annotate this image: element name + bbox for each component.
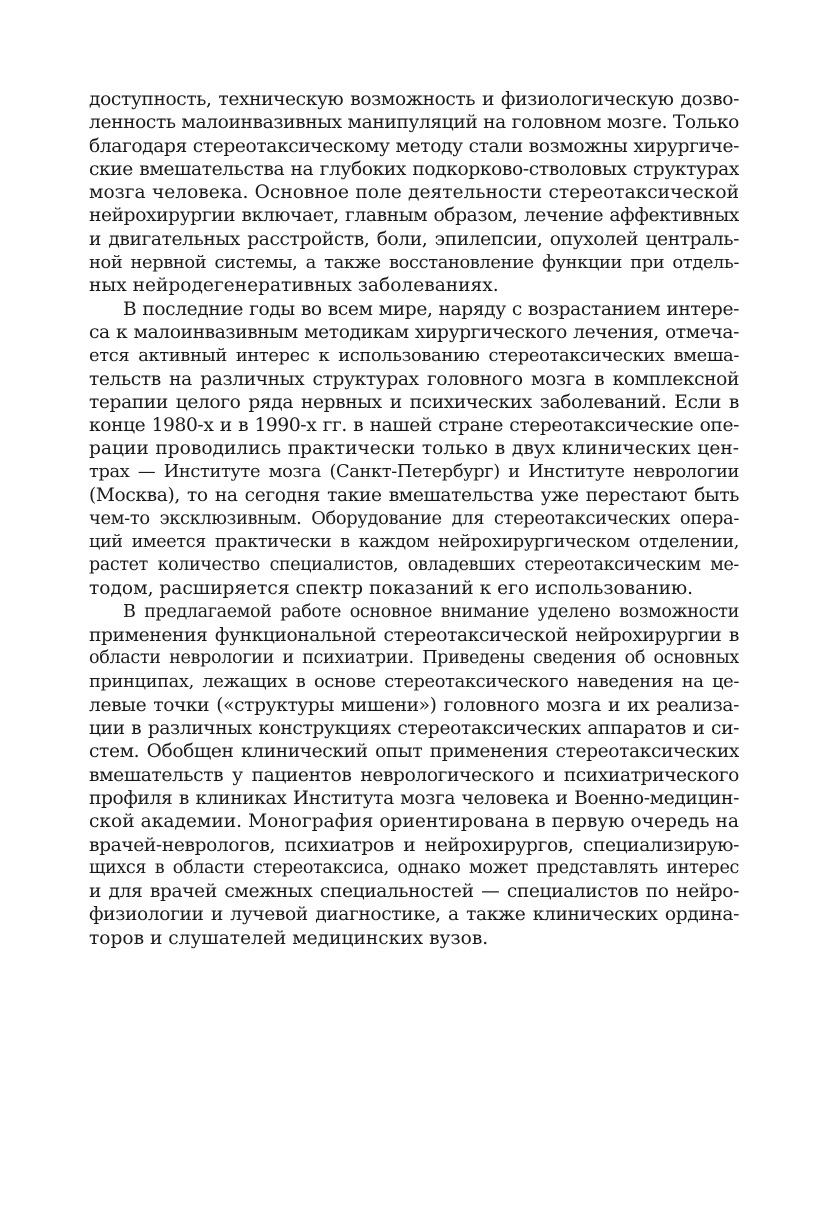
text-line: нейрохирургии включает, главным образом, лечение аффективных — [89, 205, 739, 227]
text-line: применения функциональной стереотаксической нейрохирургии в — [89, 624, 739, 646]
text-line: ские вмешательства на глубоких подкорково-стволовых структурах — [89, 158, 739, 180]
paragraph-1 — [89, 88, 739, 298]
text-line: (Москва), то на сегодня такие вмешательства уже перестают быть — [89, 485, 739, 507]
text-line: В предлагаемой работе основное внимание уделено возможности — [123, 601, 739, 622]
text-line: стем. Обобщен клинический опыт применения стереотаксических — [89, 741, 739, 763]
text-line: рации проводились практически только в двух клинических цен- — [89, 438, 739, 460]
text-line: ской академии. Монография ориентирована в первую очередь на — [89, 811, 739, 833]
text-line: врачей-неврологов, психиатров и нейрохирургов, специализирую- — [89, 834, 739, 856]
text-line: вмешательств у пациентов неврологического и психиатрического — [89, 764, 739, 786]
text-line: ций имеется практически в каждом нейрохирургическом отделении, — [89, 531, 739, 552]
paragraph-2 — [89, 298, 739, 601]
text-line: чем-то эксклюзивным. Оборудование для стереотаксических опера- — [89, 508, 739, 530]
text-line: ной нервной системы, а также восстановление функции при отдель- — [89, 252, 739, 274]
text-line: конце 1980-х и в 1990-х гг. в нашей стране стереотаксические опе- — [89, 415, 739, 437]
text-line: левые точки («структуры мишени») головного мозга и их реализа- — [89, 694, 739, 716]
document-page — [89, 88, 739, 950]
text-line: ется активный интерес к использованию стереотаксических вмеша- — [89, 345, 739, 367]
paragraph-3 — [89, 601, 739, 950]
text-line: физиологии и лучевой диагностике, а также клинических ордина- — [89, 904, 739, 926]
text-line: растет количество специалистов, овладевших стереотаксическим ме- — [89, 554, 739, 575]
text-line: са к малоинвазивным методикам хирургического лечения, отмеча- — [89, 321, 739, 343]
text-line: благодаря стереотаксическому методу стали возможны хирургиче- — [89, 135, 739, 157]
text-line: щихся в области стереотаксиса, однако может представлять интерес — [89, 857, 739, 878]
text-line: доступность, техническую возможность и физиологическую дозво- — [89, 89, 739, 110]
text-line: торов и слушателей медицинских вузов. — [89, 927, 489, 949]
text-line: В последние годы во всем мире, наряду с возрастанием интере- — [123, 298, 739, 320]
text-line: ных нейродегенеративных заболеваниях. — [89, 275, 499, 297]
text-line: трах — Институте мозга (Санкт-Петербург) и Институте неврологии — [89, 461, 739, 482]
text-line: тельств на различных структурах головного мозга в комплексной — [89, 368, 739, 390]
text-line: и для врачей смежных специальностей — специалистов по нейро- — [89, 881, 739, 903]
text-line: ленность малоинвазивных манипуляций на головном мозге. Только — [89, 112, 739, 134]
text-line: терапии целого ряда нервных и психических заболеваний. Если в — [89, 391, 739, 413]
text-line: ции в различных конструкциях стереотаксических аппаратов и си- — [89, 718, 739, 740]
text-line: профиля в клиниках Института мозга человека и Военно-медицин- — [89, 787, 739, 809]
text-line: мозга человека. Основное поле деятельности стереотаксической — [89, 182, 739, 204]
text-line: принципах, лежащих в основе стереотаксического наведения на це- — [89, 671, 739, 693]
text-line: тодом, расширяется спектр показаний к его использованию. — [89, 578, 694, 600]
text-line: области неврологии и психиатрии. Приведены сведения об основных — [89, 648, 739, 669]
text-line: и двигательных расстройств, боли, эпилепсии, опухолей централь- — [89, 228, 739, 250]
